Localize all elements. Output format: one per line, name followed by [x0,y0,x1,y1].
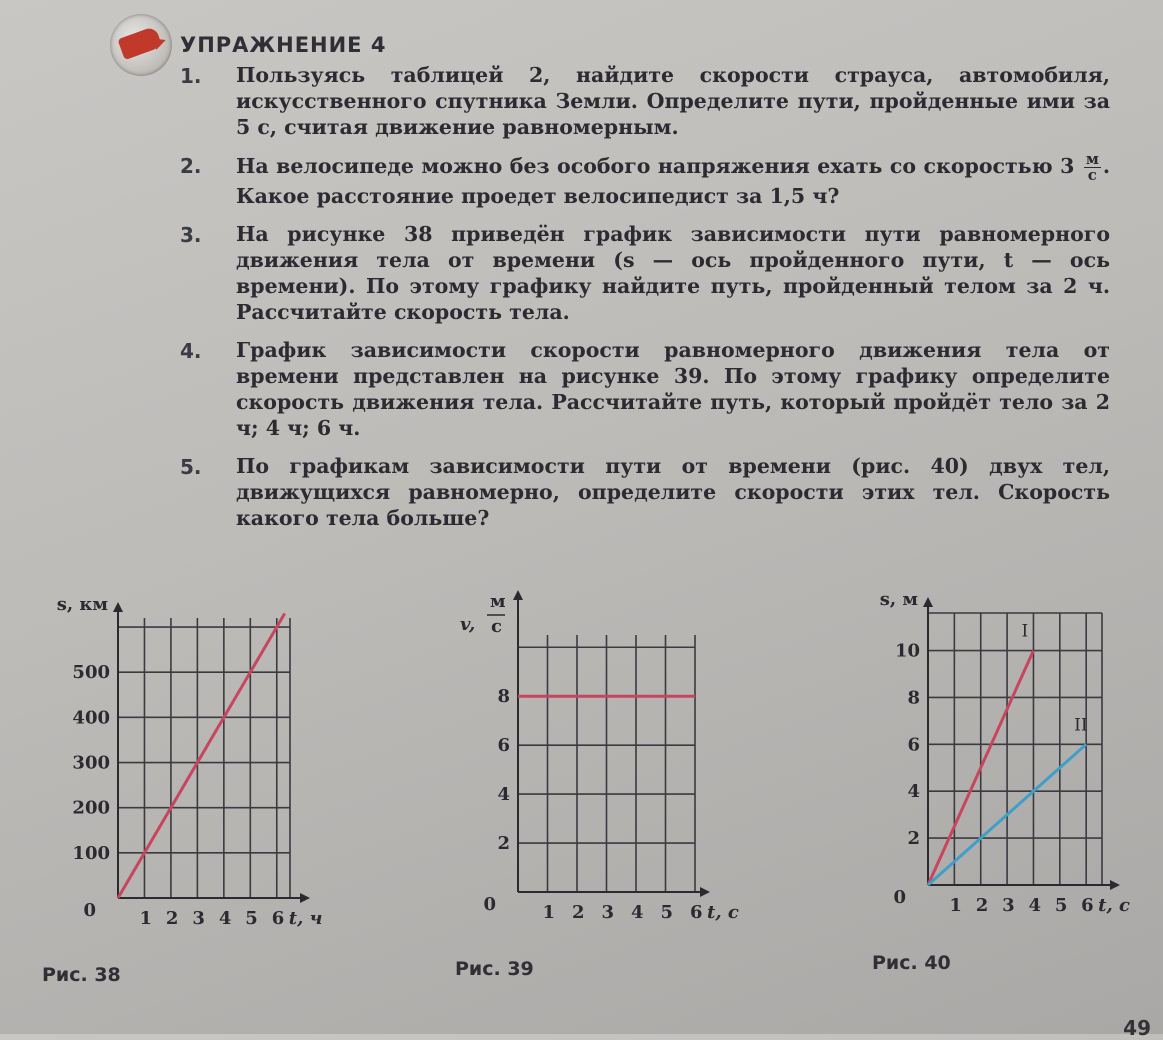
y-tick-label: 4 [907,781,920,803]
y-tick-label: 8 [907,687,920,709]
x-tick-label: 4 [631,902,644,923]
x-axis-arrow [300,893,310,903]
x-tick-label: 1 [949,895,962,916]
x-axis-label: t, с [707,902,739,923]
exercise-text: По графикам зависимости пути от времени (рис. 40) двух тел, движущихся равномерно, определите скорости этих тел. Скорость какого тела больше? [236,454,1110,530]
y-axis-arrow [923,597,933,607]
x-axis-arrow [700,887,710,897]
y-tick-label: 2 [497,833,510,855]
exercise-text-part: На велосипеде можно без особого напряжения ехать со скоростью 3 [236,154,1082,178]
series-line [118,613,285,898]
figure-39-caption: Рис. 39 [455,958,534,980]
exercise-list [180,62,1110,543]
exercise-item [180,62,1110,140]
exercise-number: 1. [180,64,202,88]
exercise-text: На рисунке 38 приведён график зависимости пути равномерного движения тела от времени (s — ось пройденного пути, t — ось времени). По этому графику найдите путь, пройденный телом за 2 ч. Рассчитайте скорость тела. [236,222,1110,324]
exercise-number: 5. [180,455,202,479]
x-tick-label: 4 [218,908,232,929]
exercise-title: УПРАЖНЕНИЕ 4 [180,33,387,57]
y-axis-arrow [113,602,123,612]
x-tick-label: 3 [192,908,205,929]
origin-label: 0 [893,887,906,908]
unit-fraction [1084,152,1101,183]
figure-40-chart [840,585,1150,945]
page-number: 49 [1123,1016,1151,1040]
origin-label: 0 [483,894,496,915]
exercise-text: График зависимости скорости равномерного движения тела от времени представлен на рисунке 39. По этому графику определите скорость движения тела. Рассчитайте путь, который пройдёт тело за 2 ч; 4 ч; 6 ч. [236,338,1110,440]
y-tick-label: 200 [72,797,110,819]
figure-39-chart [440,590,790,950]
y-tick-label: 100 [72,842,110,864]
y-tick-label: 300 [72,752,110,774]
x-tick-label: 3 [601,902,615,923]
pencil-logo-icon [110,14,172,76]
y-axis-label: s, м [879,589,918,610]
y-tick-label: 10 [894,640,920,662]
figure-38-chart [40,590,360,950]
y-axis-arrow [513,590,523,600]
x-tick-label: 1 [542,902,556,923]
y-tick-label: 6 [497,735,510,757]
exercise-text [236,152,1110,209]
exercise-item [180,453,1110,531]
y-tick-label: 8 [497,686,510,708]
exercise-number: 3. [180,223,202,247]
x-tick-label: 1 [139,908,152,929]
y-tick-label: 2 [907,828,920,850]
x-tick-label: 5 [245,908,258,929]
x-axis-label: t, ч [288,908,323,929]
series-label: II [1074,715,1088,736]
y-tick-label: 400 [72,707,110,729]
y-tick-label: 6 [907,734,920,756]
x-tick-label: 5 [660,902,674,923]
y-tick-label: 4 [497,784,510,806]
y-unit-numerator: м [490,591,506,612]
exercise-item [180,221,1110,325]
x-tick-label: 2 [165,908,179,929]
y-axis-label: s, км [56,594,108,615]
x-tick-label: 3 [1002,895,1015,916]
exercise-item [180,337,1110,441]
x-tick-label: 5 [1054,895,1068,916]
exercise-text: Пользуясь таблицей 2, найдите скорости страуса, автомобиля, искусственного спутника Земли. Определите пути, пройденные ими за 5 с, считая движение равномерным. [236,63,1110,139]
x-tick-label: 4 [1028,895,1041,916]
origin-label: 0 [83,900,96,921]
exercise-item [180,152,1110,209]
fraction-numerator: м [1085,150,1099,168]
figure-40-caption: Рис. 40 [872,952,951,974]
x-tick-label: 6 [1081,895,1094,916]
exercise-text-part: . Какое расстояние проедет велосипедист за 1,5 ч? [236,154,1110,208]
exercise-number: 4. [180,339,202,363]
x-tick-label: 6 [690,902,703,923]
fraction-denominator: с [1087,166,1097,184]
x-tick-label: 2 [975,895,989,916]
y-tick-label: 500 [72,662,110,684]
x-axis-arrow [1110,880,1120,890]
x-tick-label: 6 [271,908,285,929]
y-axis-label: v, [460,614,476,635]
exercise-number: 2. [180,154,202,178]
x-tick-label: 2 [572,902,585,923]
figure-38-caption: Рис. 38 [42,964,121,986]
x-axis-label: t, с [1098,895,1130,916]
series-label: I [1021,621,1029,642]
y-unit-denominator: с [491,616,502,637]
